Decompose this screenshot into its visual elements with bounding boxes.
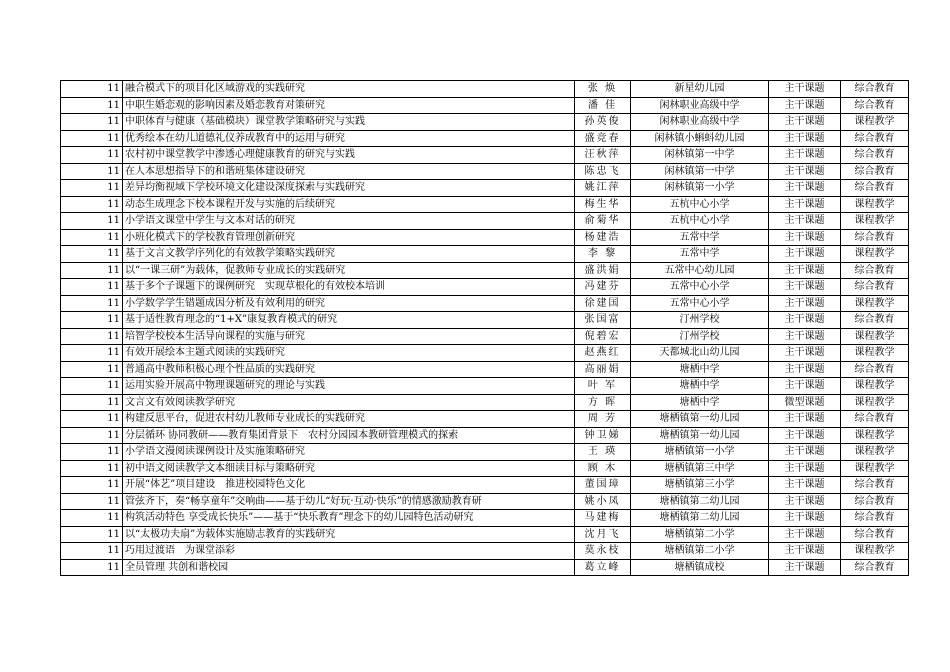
row-number-cell: 11 — [61, 81, 123, 98]
row-number-cell: 11 — [61, 361, 123, 378]
school-unit-cell: 塘栖镇第一幼儿园 — [631, 411, 769, 428]
project-type-cell: 主干课题 — [769, 411, 841, 428]
table-row — [61, 444, 909, 461]
project-title-cell: 管弦齐下，奏“畅享童年”交响曲——基于幼儿“好玩·互动·快乐”的情感激励教育研 — [123, 493, 575, 510]
row-number-cell: 11 — [61, 229, 123, 246]
table-row — [61, 460, 909, 477]
row-number-cell: 11 — [61, 312, 123, 329]
row-number-cell: 11 — [61, 460, 123, 477]
project-title-cell: 基于适性教育理念的“1+X”康复教育模式的研究 — [123, 312, 575, 329]
table-row — [61, 163, 909, 180]
school-unit-cell: 五常中学 — [631, 229, 769, 246]
project-title-cell: 差异均衡视域下学校环境文化建设深度探索与实践研究 — [123, 180, 575, 197]
row-number-cell: 11 — [61, 246, 123, 263]
project-type-cell: 主干课题 — [769, 559, 841, 576]
project-title-cell: 运用实验开展高中物理课题研究的理论与实践 — [123, 378, 575, 395]
project-title-cell: 动态生成理念下校本课程开发与实施的后续研究 — [123, 196, 575, 213]
project-title-cell: 农村初中课堂教学中渗透心理健康教育的研究与实践 — [123, 147, 575, 164]
project-type-cell: 主干课题 — [769, 279, 841, 296]
table-row — [61, 147, 909, 164]
project-title-cell: 开展“体艺”项目建设 推进校园特色文化 — [123, 477, 575, 494]
project-title-cell: 优秀绘本在幼儿道德礼仪养成教育中的运用与研究 — [123, 130, 575, 147]
table-row — [61, 361, 909, 378]
leader-name-cell: 莫永枝 — [575, 543, 631, 560]
row-number-cell: 11 — [61, 444, 123, 461]
project-type-cell: 主干课题 — [769, 328, 841, 345]
project-type-cell: 主干课题 — [769, 427, 841, 444]
school-unit-cell: 五常中心幼儿园 — [631, 262, 769, 279]
project-title-cell: 中职生婚恋观的影响因素及婚恋教育对策研究 — [123, 97, 575, 114]
leader-name-cell: 姚小凤 — [575, 493, 631, 510]
project-type-cell: 主干课题 — [769, 229, 841, 246]
category-cell: 综合教育 — [841, 312, 909, 329]
project-title-cell: 小学数学学生错题成因分析及有效利用的研究 — [123, 295, 575, 312]
row-number-cell: 11 — [61, 196, 123, 213]
category-cell: 课程教学 — [841, 328, 909, 345]
row-number-cell: 11 — [61, 180, 123, 197]
leader-name-cell: 李 黎 — [575, 246, 631, 263]
leader-name-cell: 马建梅 — [575, 510, 631, 527]
leader-name-cell: 盛竞春 — [575, 130, 631, 147]
row-number-cell: 11 — [61, 493, 123, 510]
row-number-cell: 11 — [61, 378, 123, 395]
leader-name-cell: 潘 佳 — [575, 97, 631, 114]
leader-name-cell: 汪秋萍 — [575, 147, 631, 164]
category-cell: 综合教育 — [841, 411, 909, 428]
table-row — [61, 526, 909, 543]
project-type-cell: 主干课题 — [769, 81, 841, 98]
category-cell: 课程教学 — [841, 394, 909, 411]
row-number-cell: 11 — [61, 328, 123, 345]
leader-name-cell: 董国璋 — [575, 477, 631, 494]
row-number-cell: 11 — [61, 262, 123, 279]
row-number-cell: 11 — [61, 526, 123, 543]
category-cell: 综合教育 — [841, 493, 909, 510]
category-cell: 综合教育 — [841, 526, 909, 543]
category-cell: 综合教育 — [841, 130, 909, 147]
school-unit-cell: 塘栖镇第三中学 — [631, 460, 769, 477]
category-cell: 综合教育 — [841, 147, 909, 164]
category-cell: 综合教育 — [841, 510, 909, 527]
row-number-cell: 11 — [61, 295, 123, 312]
project-title-cell: 全员管理 共创和谐校园 — [123, 559, 575, 576]
row-number-cell: 11 — [61, 147, 123, 164]
table-row — [61, 130, 909, 147]
school-unit-cell: 五杭中心小学 — [631, 213, 769, 230]
school-unit-cell: 塘栖镇成校 — [631, 559, 769, 576]
school-unit-cell: 塘栖镇第二幼儿园 — [631, 493, 769, 510]
leader-name-cell: 顾 木 — [575, 460, 631, 477]
category-cell: 综合教育 — [841, 81, 909, 98]
project-type-cell: 主干课题 — [769, 444, 841, 461]
school-unit-cell: 闲林镇第一小学 — [631, 180, 769, 197]
project-type-cell: 主干课题 — [769, 180, 841, 197]
leader-name-cell: 周 芳 — [575, 411, 631, 428]
school-unit-cell: 塘栖中学 — [631, 394, 769, 411]
row-number-cell: 11 — [61, 543, 123, 560]
project-type-cell: 主干课题 — [769, 345, 841, 362]
category-cell: 课程教学 — [841, 444, 909, 461]
school-unit-cell: 塘栖镇第二小学 — [631, 543, 769, 560]
project-type-cell: 主干课题 — [769, 196, 841, 213]
table-body — [61, 81, 909, 576]
table-row — [61, 510, 909, 527]
project-title-cell: 小学语文课堂中学生与文本对话的研究 — [123, 213, 575, 230]
category-cell: 综合教育 — [841, 262, 909, 279]
school-unit-cell: 塘栖镇第三小学 — [631, 477, 769, 494]
school-unit-cell: 闲林职业高级中学 — [631, 114, 769, 131]
table-row — [61, 196, 909, 213]
category-cell: 综合教育 — [841, 279, 909, 296]
row-number-cell: 11 — [61, 97, 123, 114]
project-title-cell: 初中语文阅读教学文本细读目标与策略研究 — [123, 460, 575, 477]
table-row — [61, 328, 909, 345]
project-title-cell: 普通高中教师积极心理个性品质的实践研究 — [123, 361, 575, 378]
project-title-cell: 基于文言文教学序列化的有效教学策略实践研究 — [123, 246, 575, 263]
leader-name-cell: 陈忠飞 — [575, 163, 631, 180]
table-row — [61, 229, 909, 246]
row-number-cell: 11 — [61, 130, 123, 147]
category-cell: 课程教学 — [841, 114, 909, 131]
project-title-cell: 分层循环 协同教研——教育集团背景下 农村分园园本教研管理模式的探索 — [123, 427, 575, 444]
project-title-cell: 以“太极功夫扇”为载体实施励志教育的实践研究 — [123, 526, 575, 543]
table-row — [61, 97, 909, 114]
category-cell: 课程教学 — [841, 460, 909, 477]
project-title-cell: 小学语文漫阅读课例设计及实施策略研究 — [123, 444, 575, 461]
leader-name-cell: 高丽娟 — [575, 361, 631, 378]
row-number-cell: 11 — [61, 279, 123, 296]
table-row — [61, 427, 909, 444]
school-unit-cell: 塘栖镇第二小学 — [631, 526, 769, 543]
project-type-cell: 主干课题 — [769, 295, 841, 312]
project-title-cell: 有效开展绘本主题式阅读的实践研究 — [123, 345, 575, 362]
project-type-cell: 主干课题 — [769, 543, 841, 560]
leader-name-cell: 方 晖 — [575, 394, 631, 411]
project-table — [60, 80, 909, 576]
leader-name-cell: 钟卫娣 — [575, 427, 631, 444]
leader-name-cell: 张 焕 — [575, 81, 631, 98]
school-unit-cell: 汀州学校 — [631, 328, 769, 345]
table-row — [61, 378, 909, 395]
school-unit-cell: 闲林镇第一中学 — [631, 147, 769, 164]
table-row — [61, 312, 909, 329]
leader-name-cell: 俞菊华 — [575, 213, 631, 230]
category-cell: 课程教学 — [841, 196, 909, 213]
school-unit-cell: 塘栖镇第二幼儿园 — [631, 510, 769, 527]
row-number-cell: 11 — [61, 510, 123, 527]
row-number-cell: 11 — [61, 477, 123, 494]
category-cell: 综合教育 — [841, 559, 909, 576]
table-row — [61, 295, 909, 312]
school-unit-cell: 新星幼儿园 — [631, 81, 769, 98]
project-type-cell: 主干课题 — [769, 378, 841, 395]
school-unit-cell: 塘栖中学 — [631, 378, 769, 395]
leader-name-cell: 冯建芬 — [575, 279, 631, 296]
school-unit-cell: 塘栖镇第一幼儿园 — [631, 427, 769, 444]
project-title-cell: 构筑活动特色 享受成长快乐”——基于“快乐教育”理念下的幼儿园特色活动研究 — [123, 510, 575, 527]
school-unit-cell: 五常中心小学 — [631, 295, 769, 312]
row-number-cell: 11 — [61, 427, 123, 444]
project-type-cell: 主干课题 — [769, 312, 841, 329]
project-type-cell: 主干课题 — [769, 246, 841, 263]
table-row — [61, 394, 909, 411]
category-cell: 课程教学 — [841, 213, 909, 230]
project-type-cell: 主干课题 — [769, 114, 841, 131]
school-unit-cell: 汀州学校 — [631, 312, 769, 329]
row-number-cell: 11 — [61, 559, 123, 576]
category-cell: 综合教育 — [841, 229, 909, 246]
project-type-cell: 主干课题 — [769, 510, 841, 527]
row-number-cell: 11 — [61, 213, 123, 230]
project-type-cell: 主干课题 — [769, 130, 841, 147]
project-type-cell: 主干课题 — [769, 262, 841, 279]
table-row — [61, 493, 909, 510]
table-row — [61, 477, 909, 494]
leader-name-cell: 王 瑛 — [575, 444, 631, 461]
school-unit-cell: 塘栖中学 — [631, 361, 769, 378]
row-number-cell: 11 — [61, 163, 123, 180]
project-type-cell: 主干课题 — [769, 213, 841, 230]
project-title-cell: 培智学校校本生活导向课程的实施与研究 — [123, 328, 575, 345]
category-cell: 课程教学 — [841, 246, 909, 263]
leader-name-cell: 赵燕红 — [575, 345, 631, 362]
table-row — [61, 180, 909, 197]
school-unit-cell: 闲林职业高级中学 — [631, 97, 769, 114]
table-row — [61, 411, 909, 428]
school-unit-cell: 五杭中心小学 — [631, 196, 769, 213]
project-type-cell: 主干课题 — [769, 460, 841, 477]
project-type-cell: 主干课题 — [769, 526, 841, 543]
table-row — [61, 543, 909, 560]
project-type-cell: 主干课题 — [769, 97, 841, 114]
project-title-cell: 融合模式下的项目化区域游戏的实践研究 — [123, 81, 575, 98]
category-cell: 综合教育 — [841, 361, 909, 378]
category-cell: 课程教学 — [841, 378, 909, 395]
leader-name-cell: 梅生华 — [575, 196, 631, 213]
school-unit-cell: 塘栖镇第一小学 — [631, 444, 769, 461]
project-title-cell: 巧用过渡语 为课堂添彩 — [123, 543, 575, 560]
school-unit-cell: 五常中心小学 — [631, 279, 769, 296]
project-type-cell: 主干课题 — [769, 477, 841, 494]
school-unit-cell: 闲林镇小蝌蚪幼儿园 — [631, 130, 769, 147]
project-type-cell: 主干课题 — [769, 163, 841, 180]
project-type-cell: 主干课题 — [769, 147, 841, 164]
leader-name-cell: 盛洪娟 — [575, 262, 631, 279]
table-row — [61, 559, 909, 576]
leader-name-cell: 沈月飞 — [575, 526, 631, 543]
leader-name-cell: 葛立峰 — [575, 559, 631, 576]
row-number-cell: 11 — [61, 345, 123, 362]
project-title-cell: 以“一课三研”为载体，促教师专业成长的实践研究 — [123, 262, 575, 279]
project-title-cell: 在人本思想指导下的和谐班集体建设研究 — [123, 163, 575, 180]
leader-name-cell: 张国富 — [575, 312, 631, 329]
project-title-cell: 基于多个子课题下的课例研究 实现草根化的有效校本培训 — [123, 279, 575, 296]
table-row — [61, 246, 909, 263]
table-row — [61, 81, 909, 98]
leader-name-cell: 倪碧宏 — [575, 328, 631, 345]
category-cell: 课程教学 — [841, 295, 909, 312]
category-cell: 综合教育 — [841, 180, 909, 197]
category-cell: 综合教育 — [841, 477, 909, 494]
category-cell: 课程教学 — [841, 345, 909, 362]
table-row — [61, 114, 909, 131]
table-row — [61, 213, 909, 230]
project-title-cell: 小班化模式下的学校教育管理创新研究 — [123, 229, 575, 246]
project-type-cell: 主干课题 — [769, 493, 841, 510]
row-number-cell: 11 — [61, 411, 123, 428]
project-type-cell: 微型课题 — [769, 394, 841, 411]
project-title-cell: 构建反思平台，促进农村幼儿教师专业成长的实践研究 — [123, 411, 575, 428]
row-number-cell: 11 — [61, 394, 123, 411]
category-cell: 综合教育 — [841, 163, 909, 180]
leader-name-cell: 孙英俊 — [575, 114, 631, 131]
category-cell: 课程教学 — [841, 543, 909, 560]
leader-name-cell: 叶 军 — [575, 378, 631, 395]
row-number-cell: 11 — [61, 114, 123, 131]
project-type-cell: 主干课题 — [769, 361, 841, 378]
table-row — [61, 262, 909, 279]
table-row — [61, 279, 909, 296]
category-cell: 综合教育 — [841, 97, 909, 114]
category-cell: 课程教学 — [841, 427, 909, 444]
project-title-cell: 文言文有效阅读教学研究 — [123, 394, 575, 411]
school-unit-cell: 闲林镇第一中学 — [631, 163, 769, 180]
project-title-cell: 中职体育与健康（基础模块）课堂教学策略研究与实践 — [123, 114, 575, 131]
school-unit-cell: 天都城北山幼儿园 — [631, 345, 769, 362]
leader-name-cell: 姚江萍 — [575, 180, 631, 197]
leader-name-cell: 徐建国 — [575, 295, 631, 312]
table-row — [61, 345, 909, 362]
school-unit-cell: 五常中学 — [631, 246, 769, 263]
leader-name-cell: 杨建浩 — [575, 229, 631, 246]
